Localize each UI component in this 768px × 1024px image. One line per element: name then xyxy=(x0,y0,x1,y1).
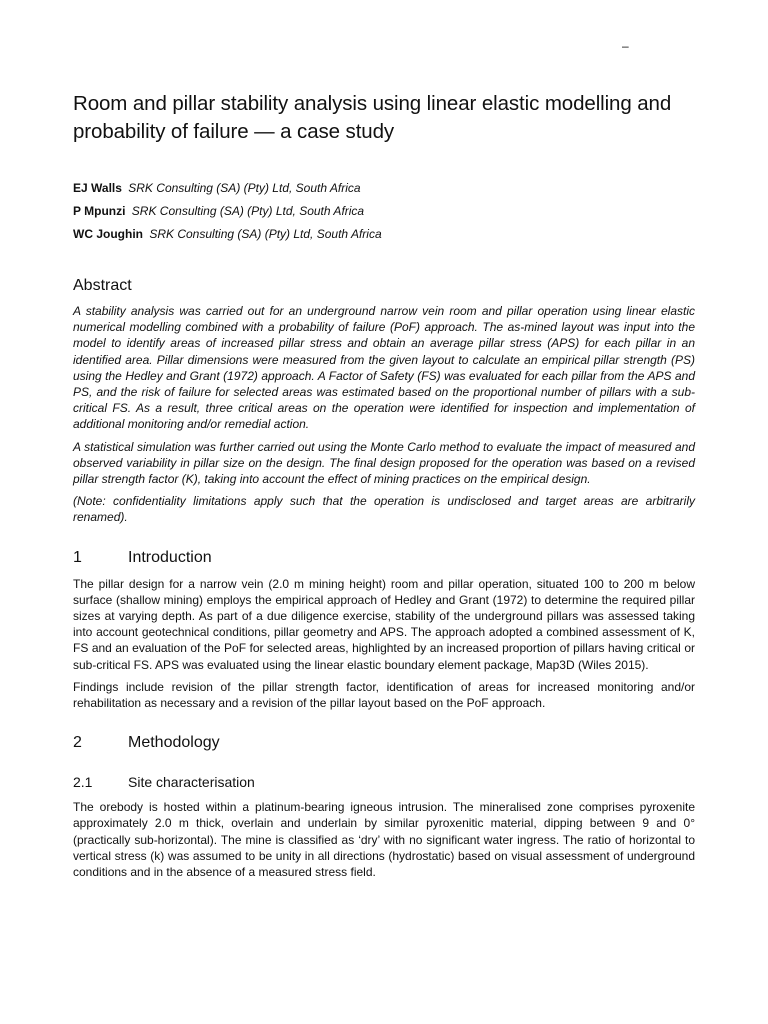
page-mark: – xyxy=(622,39,629,53)
author-name: EJ Walls xyxy=(73,181,122,195)
author-list xyxy=(73,177,695,246)
author-affiliation: SRK Consulting (SA) (Pty) Ltd, South Africa xyxy=(131,204,365,218)
subsection-body-site-characterisation xyxy=(73,799,695,880)
abstract-paragraph: A statistical simulation was further carried out using the Monte Carlo method to evaluate the impact of measured and observed variability in pillar size on the design. The final design proposed for the operation was based on a revised pillar strength factor (K), taking into account the effect of mining practices on the empirical design. xyxy=(73,439,695,487)
abstract-body xyxy=(73,303,695,526)
section-number: 2 xyxy=(73,734,82,752)
section-heading-introduction xyxy=(73,548,695,568)
subsection-number: 2.1 xyxy=(73,774,93,791)
subsection-heading-site-characterisation xyxy=(73,773,695,791)
section-title: Introduction xyxy=(128,548,212,566)
abstract-heading: Abstract xyxy=(73,277,132,294)
abstract-note: (Note: confidentiality limitations apply such that the operation is undisclosed and target areas are arbitrarily renamed). xyxy=(73,494,695,525)
subsection-title: Site characterisation xyxy=(128,774,255,791)
author-affiliation: SRK Consulting (SA) (Pty) Ltd, South Africa xyxy=(149,227,382,241)
author-name: WC Joughin xyxy=(73,227,143,241)
author-affiliation: SRK Consulting (SA) (Pty) Ltd, South Africa xyxy=(128,181,361,195)
author-entry xyxy=(73,200,695,223)
author-entry xyxy=(73,177,695,200)
paper-page xyxy=(73,90,695,880)
section-title: Methodology xyxy=(128,734,220,752)
body-paragraph: The pillar design for a narrow vein (2.0 m mining height) room and pillar operation, situated 100 to 200 m below surface (shallow mining) employs the empirical approach of Hedley and Grant (1972) to determine the required pillar sizes at varying depth. As part of a due diligence exercise, stability of the underground pillars was assessed taking into account geotechnical conditions, pillar geometry and APS. The approach adopted a combined assessment of K, FS and an evaluation of the PoF for selected areas, highlighted by an increased proportion of pillars having critical or sub-critical FS. APS was evaluated using the linear elastic boundary element package, Map3D (Wiles 2015). xyxy=(73,576,695,672)
body-paragraph: The orebody is hosted within a platinum-bearing igneous intrusion. The mineralised zone comprises pyroxenite approximately 2.0 m thick, overlain and underlain by similar pyroxenitic material, dipping between 9 and 0° (practically sub-horizontal). The mine is classified as ‘dry’ with no significant water ingress. The ratio of horizontal to vertical stress (k) was assumed to be unity in all directions (hydrostatic) based on visual assessment of underground conditions and in the absence of a measured stress field. xyxy=(73,800,695,880)
author-name: P Mpunzi xyxy=(73,204,126,218)
section-number: 1 xyxy=(73,548,82,566)
author-entry xyxy=(73,223,695,246)
section-body-introduction xyxy=(73,576,695,712)
abstract-paragraph: A stability analysis was carried out for an underground narrow vein room and pillar operation using linear elastic numerical modelling combined with a probability of failure (PoF) approach. The as-mined layout was input into the model to identify areas of increased pillar stress and obtain an average pillar stress (APS) for each pillar in an identified area. Pillar dimensions were measured from the given layout to calculate an empirical pillar strength (PS) using the Hedley and Grant (1972) approach. A Factor of Safety (FS) was evaluated for each pillar from the APS and PS, and the risk of failure for selected areas was estimated based on the proportional number of pillars with a sub-critical FS. As a result, three critical areas on the operation were identified for inspection and implementation of additional monitoring and/or remedial action. xyxy=(73,304,695,432)
paper-title: Room and pillar stability analysis using linear elastic modelling and probability of failure — a case study xyxy=(73,92,672,143)
section-heading-methodology xyxy=(73,733,695,753)
body-paragraph: Findings include revision of the pillar strength factor, identification of areas for increased monitoring and/or rehabilitation as necessary and a revision of the pillar layout based on the PoF approach. xyxy=(73,679,695,711)
